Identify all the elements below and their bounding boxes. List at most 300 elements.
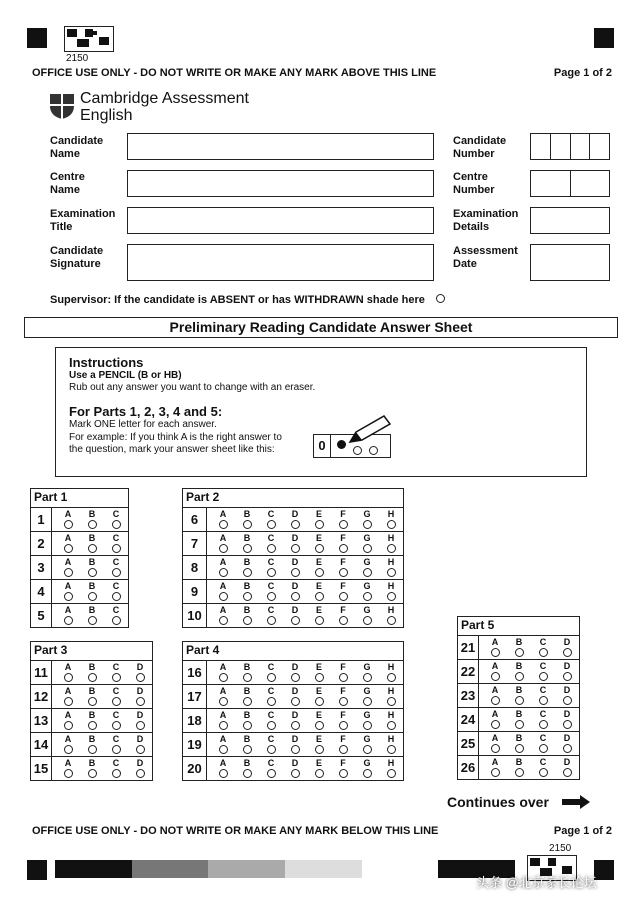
answer-bubble[interactable] <box>291 673 300 682</box>
answer-option[interactable] <box>307 685 331 708</box>
answer-bubble[interactable] <box>88 745 97 754</box>
answer-option[interactable] <box>235 580 259 603</box>
answer-option[interactable] <box>235 661 259 684</box>
option-letter: F <box>340 758 346 768</box>
answer-option[interactable] <box>331 580 355 603</box>
answer-bubble[interactable] <box>491 744 500 753</box>
answer-bubble[interactable] <box>339 673 348 682</box>
answer-option[interactable] <box>56 532 80 555</box>
answer-option[interactable] <box>507 756 531 779</box>
answer-bubble[interactable] <box>387 721 396 730</box>
answer-bubble[interactable] <box>243 697 252 706</box>
answer-option[interactable] <box>379 532 403 555</box>
answer-bubble[interactable] <box>291 745 300 754</box>
answer-bubble[interactable] <box>315 616 324 625</box>
answer-option[interactable] <box>555 684 579 707</box>
answer-bubble[interactable] <box>363 745 372 754</box>
answer-option[interactable] <box>104 580 128 603</box>
answer-option[interactable] <box>355 685 379 708</box>
answer-option[interactable] <box>235 556 259 579</box>
answer-bubble[interactable] <box>363 568 372 577</box>
answer-option[interactable] <box>531 660 555 683</box>
answer-option[interactable] <box>259 685 283 708</box>
answer-bubble[interactable] <box>563 720 572 729</box>
answer-bubble[interactable] <box>243 568 252 577</box>
answer-bubble[interactable] <box>88 568 97 577</box>
answer-bubble[interactable] <box>136 769 145 778</box>
option-letter: B <box>243 509 251 519</box>
answer-option[interactable] <box>307 661 331 684</box>
answer-bubble[interactable] <box>315 520 324 529</box>
answer-bubble[interactable] <box>64 697 73 706</box>
answer-bubble[interactable] <box>339 592 348 601</box>
answer-bubble[interactable] <box>219 721 228 730</box>
answer-bubble[interactable] <box>219 745 228 754</box>
answer-bubble[interactable] <box>267 592 276 601</box>
answer-bubble[interactable] <box>219 592 228 601</box>
answer-option[interactable] <box>104 532 128 555</box>
answer-option[interactable] <box>531 684 555 707</box>
exam-title-field[interactable] <box>127 207 434 234</box>
answer-option[interactable] <box>211 733 235 756</box>
answer-option[interactable] <box>531 708 555 731</box>
answer-option[interactable] <box>211 685 235 708</box>
answer-option[interactable] <box>104 508 128 531</box>
answer-option[interactable] <box>379 709 403 732</box>
question-row <box>31 709 152 733</box>
answer-bubble[interactable] <box>267 769 276 778</box>
answer-bubble[interactable] <box>243 520 252 529</box>
answer-option[interactable] <box>331 685 355 708</box>
answer-bubble[interactable] <box>515 672 524 681</box>
candidate-name-field[interactable] <box>127 133 434 160</box>
answer-bubble[interactable] <box>64 568 73 577</box>
answer-option[interactable] <box>283 709 307 732</box>
answer-bubble[interactable] <box>539 744 548 753</box>
answer-bubble[interactable] <box>315 592 324 601</box>
option-letter: B <box>515 709 523 719</box>
answer-bubble[interactable] <box>491 672 500 681</box>
answer-option[interactable] <box>355 604 379 627</box>
answer-bubble[interactable] <box>267 544 276 553</box>
answer-bubble[interactable] <box>112 745 121 754</box>
answer-option[interactable] <box>531 636 555 659</box>
answer-option[interactable] <box>555 732 579 755</box>
answer-option[interactable] <box>355 532 379 555</box>
answer-bubble[interactable] <box>112 697 121 706</box>
answer-option[interactable] <box>128 661 152 684</box>
answer-option[interactable] <box>128 757 152 780</box>
answer-bubble[interactable] <box>339 616 348 625</box>
answer-option[interactable] <box>104 661 128 684</box>
answer-option[interactable] <box>283 757 307 780</box>
answer-option[interactable] <box>307 508 331 531</box>
answer-bubble[interactable] <box>243 592 252 601</box>
answer-bubble[interactable] <box>363 520 372 529</box>
answer-option[interactable] <box>483 660 507 683</box>
answer-bubble[interactable] <box>64 592 73 601</box>
answer-option[interactable] <box>379 733 403 756</box>
answer-bubble[interactable] <box>267 520 276 529</box>
option-letter: H <box>387 509 395 519</box>
answer-option[interactable] <box>283 580 307 603</box>
answer-bubble[interactable] <box>363 721 372 730</box>
answer-bubble[interactable] <box>243 673 252 682</box>
answer-option[interactable] <box>531 732 555 755</box>
answer-bubble[interactable] <box>315 697 324 706</box>
answer-option[interactable] <box>56 757 80 780</box>
answer-option[interactable] <box>104 757 128 780</box>
answer-bubble[interactable] <box>563 768 572 777</box>
answer-bubble[interactable] <box>88 721 97 730</box>
answer-bubble[interactable] <box>363 697 372 706</box>
answer-option[interactable] <box>104 556 128 579</box>
answer-option[interactable] <box>331 508 355 531</box>
answer-bubble[interactable] <box>64 673 73 682</box>
answer-option[interactable] <box>355 580 379 603</box>
answer-option[interactable] <box>259 532 283 555</box>
answer-option[interactable] <box>379 685 403 708</box>
answer-bubble[interactable] <box>219 568 228 577</box>
answer-option[interactable] <box>283 508 307 531</box>
answer-bubble[interactable] <box>315 745 324 754</box>
answer-bubble[interactable] <box>387 697 396 706</box>
answer-option[interactable] <box>104 685 128 708</box>
answer-option[interactable] <box>235 685 259 708</box>
answer-option[interactable] <box>56 685 80 708</box>
answer-bubble[interactable] <box>291 616 300 625</box>
answer-bubble[interactable] <box>219 520 228 529</box>
answer-bubble[interactable] <box>539 648 548 657</box>
answer-bubble[interactable] <box>491 768 500 777</box>
answer-bubble[interactable] <box>539 768 548 777</box>
answer-bubble[interactable] <box>267 616 276 625</box>
answer-bubble[interactable] <box>136 673 145 682</box>
answer-bubble[interactable] <box>387 673 396 682</box>
answer-bubble[interactable] <box>88 520 97 529</box>
answer-option[interactable] <box>56 709 80 732</box>
signature-field[interactable] <box>127 244 434 281</box>
answer-bubble[interactable] <box>363 673 372 682</box>
answer-option[interactable] <box>331 604 355 627</box>
answer-option[interactable] <box>355 733 379 756</box>
answer-bubble[interactable] <box>491 720 500 729</box>
answer-bubble[interactable] <box>243 745 252 754</box>
answer-option[interactable] <box>211 580 235 603</box>
answer-option[interactable] <box>56 508 80 531</box>
answer-bubble[interactable] <box>387 544 396 553</box>
answer-bubble[interactable] <box>363 616 372 625</box>
answer-bubble[interactable] <box>112 769 121 778</box>
answer-option[interactable] <box>555 708 579 731</box>
answer-bubble[interactable] <box>267 568 276 577</box>
answer-option[interactable] <box>507 660 531 683</box>
answer-bubble[interactable] <box>64 616 73 625</box>
answer-option[interactable] <box>80 580 104 603</box>
answer-bubble[interactable] <box>515 648 524 657</box>
answer-bubble[interactable] <box>136 745 145 754</box>
answer-bubble[interactable] <box>315 544 324 553</box>
answer-bubble[interactable] <box>315 769 324 778</box>
answer-bubble[interactable] <box>219 544 228 553</box>
answer-option[interactable] <box>104 733 128 756</box>
assessment-date-field[interactable] <box>530 244 610 281</box>
answer-bubble[interactable] <box>363 769 372 778</box>
answer-option[interactable] <box>555 636 579 659</box>
answer-bubble[interactable] <box>387 769 396 778</box>
answer-bubble[interactable] <box>291 544 300 553</box>
answer-bubble[interactable] <box>339 544 348 553</box>
answer-option[interactable] <box>259 604 283 627</box>
answer-option[interactable] <box>56 661 80 684</box>
answer-bubble[interactable] <box>291 721 300 730</box>
answer-bubble[interactable] <box>291 568 300 577</box>
answer-option[interactable] <box>307 604 331 627</box>
answer-option[interactable] <box>307 580 331 603</box>
answer-option[interactable] <box>331 556 355 579</box>
answer-option[interactable] <box>80 685 104 708</box>
answer-option[interactable] <box>235 733 259 756</box>
answer-bubble[interactable] <box>136 697 145 706</box>
answer-option[interactable] <box>483 684 507 707</box>
answer-option[interactable] <box>211 532 235 555</box>
absent-bubble[interactable] <box>436 294 445 303</box>
answer-bubble[interactable] <box>491 648 500 657</box>
answer-bubble[interactable] <box>64 544 73 553</box>
answer-bubble[interactable] <box>64 769 73 778</box>
answer-option[interactable] <box>331 532 355 555</box>
answer-option[interactable] <box>56 733 80 756</box>
answer-option[interactable] <box>283 685 307 708</box>
answer-option[interactable] <box>483 756 507 779</box>
answer-bubble[interactable] <box>243 544 252 553</box>
option-letter: B <box>515 685 523 695</box>
answer-bubble[interactable] <box>243 616 252 625</box>
answer-bubble[interactable] <box>88 592 97 601</box>
answer-option[interactable] <box>483 636 507 659</box>
answer-option[interactable] <box>507 732 531 755</box>
answer-bubble[interactable] <box>64 745 73 754</box>
answer-option[interactable] <box>235 532 259 555</box>
answer-option[interactable] <box>283 556 307 579</box>
answer-option[interactable] <box>104 604 128 627</box>
answer-bubble[interactable] <box>291 520 300 529</box>
answer-bubble[interactable] <box>515 744 524 753</box>
answer-option[interactable] <box>483 708 507 731</box>
option-letter: C <box>267 686 275 696</box>
answer-bubble[interactable] <box>219 697 228 706</box>
answer-option[interactable] <box>211 661 235 684</box>
answer-option[interactable] <box>379 580 403 603</box>
answer-option[interactable] <box>56 604 80 627</box>
answer-option[interactable] <box>80 532 104 555</box>
answer-option[interactable] <box>307 556 331 579</box>
answer-bubble[interactable] <box>267 673 276 682</box>
answer-bubble[interactable] <box>339 568 348 577</box>
answer-option[interactable] <box>80 757 104 780</box>
answer-bubble[interactable] <box>563 672 572 681</box>
answer-option[interactable] <box>235 709 259 732</box>
answer-option[interactable] <box>355 757 379 780</box>
answer-option[interactable] <box>235 604 259 627</box>
answer-option[interactable] <box>128 733 152 756</box>
answer-option[interactable] <box>355 661 379 684</box>
answer-bubble[interactable] <box>539 696 548 705</box>
answer-option[interactable] <box>259 556 283 579</box>
option-letter: D <box>136 662 144 672</box>
answer-bubble[interactable] <box>267 697 276 706</box>
answer-bubble[interactable] <box>539 672 548 681</box>
answer-bubble[interactable] <box>88 616 97 625</box>
answer-option[interactable] <box>379 508 403 531</box>
answer-bubble[interactable] <box>88 697 97 706</box>
answer-bubble[interactable] <box>291 769 300 778</box>
answer-option[interactable] <box>104 709 128 732</box>
answer-option[interactable] <box>211 709 235 732</box>
answer-bubble[interactable] <box>219 673 228 682</box>
answer-bubble[interactable] <box>219 616 228 625</box>
answer-bubble[interactable] <box>339 769 348 778</box>
answer-option[interactable] <box>259 508 283 531</box>
answer-option[interactable] <box>80 508 104 531</box>
answer-option[interactable] <box>307 733 331 756</box>
answer-option[interactable] <box>211 604 235 627</box>
answer-option[interactable] <box>555 660 579 683</box>
answer-bubble[interactable] <box>243 769 252 778</box>
answer-option[interactable] <box>331 733 355 756</box>
answer-bubble[interactable] <box>387 745 396 754</box>
exam-details-field[interactable] <box>530 207 610 234</box>
answer-bubble[interactable] <box>315 721 324 730</box>
answer-bubble[interactable] <box>339 520 348 529</box>
instruction-line: Mark ONE letter for each answer. <box>69 419 217 430</box>
answer-option[interactable] <box>259 661 283 684</box>
candidate-number-field[interactable] <box>530 133 610 160</box>
answer-option[interactable] <box>507 636 531 659</box>
answer-option[interactable] <box>128 685 152 708</box>
answer-bubble[interactable] <box>243 721 252 730</box>
answer-option[interactable] <box>379 556 403 579</box>
answer-bubble[interactable] <box>563 696 572 705</box>
answer-option[interactable] <box>56 580 80 603</box>
answer-option[interactable] <box>379 757 403 780</box>
answer-bubble[interactable] <box>515 720 524 729</box>
answer-option[interactable] <box>355 556 379 579</box>
answer-option[interactable] <box>355 709 379 732</box>
answer-bubble[interactable] <box>112 616 121 625</box>
answer-bubble[interactable] <box>112 520 121 529</box>
answer-option[interactable] <box>379 604 403 627</box>
answer-bubble[interactable] <box>291 697 300 706</box>
answer-option[interactable] <box>283 733 307 756</box>
answer-bubble[interactable] <box>563 648 572 657</box>
answer-option[interactable] <box>80 556 104 579</box>
answer-option[interactable] <box>283 532 307 555</box>
answer-option[interactable] <box>283 661 307 684</box>
answer-bubble[interactable] <box>339 697 348 706</box>
answer-option[interactable] <box>555 756 579 779</box>
answer-option[interactable] <box>80 709 104 732</box>
answer-option[interactable] <box>80 733 104 756</box>
option-letter: D <box>291 662 299 672</box>
answer-bubble[interactable] <box>491 696 500 705</box>
answer-bubble[interactable] <box>291 592 300 601</box>
answer-bubble[interactable] <box>339 745 348 754</box>
answer-bubble[interactable] <box>339 721 348 730</box>
answer-option[interactable] <box>259 733 283 756</box>
answer-option[interactable] <box>531 756 555 779</box>
answer-option[interactable] <box>235 508 259 531</box>
answer-option[interactable] <box>331 709 355 732</box>
answer-bubble[interactable] <box>315 673 324 682</box>
answer-bubble[interactable] <box>136 721 145 730</box>
answer-option[interactable] <box>307 709 331 732</box>
centre-name-field[interactable] <box>127 170 434 197</box>
answer-bubble[interactable] <box>88 769 97 778</box>
option-letter: B <box>88 686 96 696</box>
answer-bubble[interactable] <box>112 544 121 553</box>
answer-bubble[interactable] <box>112 721 121 730</box>
answer-bubble[interactable] <box>64 721 73 730</box>
answer-option[interactable] <box>507 684 531 707</box>
answer-option[interactable] <box>235 757 259 780</box>
answer-bubble[interactable] <box>219 769 228 778</box>
answer-option[interactable] <box>507 708 531 731</box>
answer-bubble[interactable] <box>315 568 324 577</box>
answer-bubble[interactable] <box>88 544 97 553</box>
answer-bubble[interactable] <box>539 720 548 729</box>
answer-option[interactable] <box>56 556 80 579</box>
answer-bubble[interactable] <box>387 568 396 577</box>
answer-option[interactable] <box>211 508 235 531</box>
answer-option[interactable] <box>128 709 152 732</box>
answer-option[interactable] <box>331 661 355 684</box>
centre-number-field[interactable] <box>530 170 610 197</box>
answer-option[interactable] <box>211 757 235 780</box>
answer-bubble[interactable] <box>563 744 572 753</box>
answer-bubble[interactable] <box>64 520 73 529</box>
answer-bubble[interactable] <box>267 721 276 730</box>
answer-option[interactable] <box>211 556 235 579</box>
answer-option[interactable] <box>259 580 283 603</box>
answer-bubble[interactable] <box>387 592 396 601</box>
answer-bubble[interactable] <box>387 520 396 529</box>
answer-bubble[interactable] <box>112 568 121 577</box>
answer-bubble[interactable] <box>267 745 276 754</box>
option-letter: D <box>136 686 144 696</box>
answer-bubble[interactable] <box>112 592 121 601</box>
answer-option[interactable] <box>307 532 331 555</box>
answer-bubble[interactable] <box>387 616 396 625</box>
answer-option[interactable] <box>355 508 379 531</box>
answer-bubble[interactable] <box>363 544 372 553</box>
answer-option[interactable] <box>80 604 104 627</box>
answer-bubble[interactable] <box>515 696 524 705</box>
answer-option[interactable] <box>259 709 283 732</box>
answer-option[interactable] <box>80 661 104 684</box>
answer-option[interactable] <box>259 757 283 780</box>
answer-bubble[interactable] <box>363 592 372 601</box>
answer-option[interactable] <box>379 661 403 684</box>
answer-bubble[interactable] <box>88 673 97 682</box>
answer-option[interactable] <box>331 757 355 780</box>
answer-option[interactable] <box>307 757 331 780</box>
answer-bubble[interactable] <box>112 673 121 682</box>
option-letter: D <box>563 733 571 743</box>
answer-option[interactable] <box>283 604 307 627</box>
answer-option[interactable] <box>483 732 507 755</box>
answer-bubble[interactable] <box>515 768 524 777</box>
